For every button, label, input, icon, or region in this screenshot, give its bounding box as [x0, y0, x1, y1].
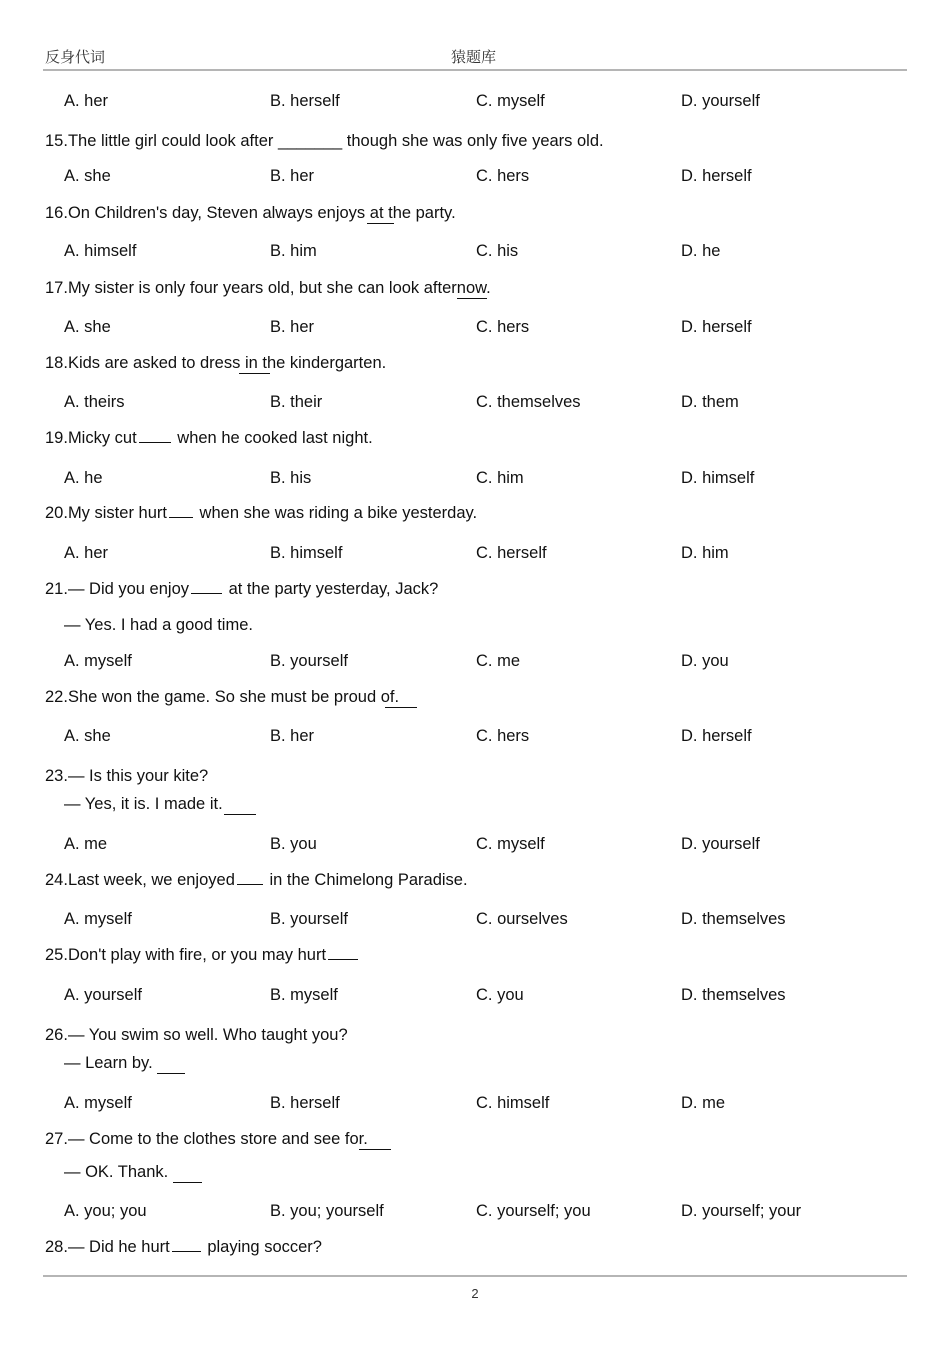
question-stem: [0, 1130, 950, 1154]
option-a[interactable]: A. me: [64, 835, 108, 853]
option-c[interactable]: C. his: [476, 242, 519, 260]
options-row: [0, 318, 950, 342]
option-d[interactable]: D. herself: [681, 167, 752, 185]
option-a[interactable]: A. myself: [64, 1094, 132, 1112]
options-row: [0, 167, 950, 191]
option-c[interactable]: C. him: [476, 469, 524, 487]
stem-text: when he cooked last night.: [172, 429, 373, 447]
footer-divider: [43, 1275, 907, 1277]
answer-blank: [385, 706, 417, 708]
option-a[interactable]: A. she: [64, 318, 111, 336]
options-row: [0, 835, 950, 859]
reply-text: — Learn by.: [64, 1054, 153, 1072]
option-b[interactable]: B. his: [270, 469, 312, 487]
question-stem: [0, 279, 950, 303]
answer-blank: [457, 297, 487, 299]
reply-text: — Yes. I had a good time.: [64, 616, 253, 634]
answer-blank: [173, 1181, 202, 1183]
option-a[interactable]: A. himself: [64, 242, 137, 260]
option-a[interactable]: A. theirs: [64, 393, 125, 411]
option-d[interactable]: D. him: [681, 544, 729, 562]
stem-text: Micky cut: [67, 429, 137, 447]
question-number: 16.: [45, 204, 68, 222]
stem-text: The little girl could look after: [67, 132, 278, 150]
options-row: [0, 242, 950, 266]
question-number: 17.: [45, 279, 68, 297]
answer-blank: [172, 1250, 201, 1252]
header-divider: [43, 69, 907, 71]
options-row: [0, 652, 950, 676]
options-row: [0, 1202, 950, 1226]
option-d[interactable]: D. themselves: [681, 986, 786, 1004]
option-d[interactable]: D. me: [681, 1094, 726, 1112]
options-row: [0, 393, 950, 417]
option-c[interactable]: C. ourselves: [476, 910, 568, 928]
question-stem: [0, 871, 950, 895]
option-b[interactable]: B. her: [270, 167, 315, 185]
question-number: 27.: [45, 1130, 68, 1148]
question-number: 15.: [45, 132, 68, 150]
question-stem: [0, 767, 950, 791]
option-a[interactable]: A. myself: [64, 910, 132, 928]
option-a[interactable]: A. she: [64, 167, 111, 185]
answer-blank: [191, 592, 222, 594]
option-b[interactable]: B. you; yourself: [270, 1202, 384, 1220]
option-d[interactable]: D. yourself; your: [681, 1202, 802, 1220]
option-d[interactable]: D. he: [681, 242, 721, 260]
answer-blank: [359, 1148, 391, 1150]
option-d[interactable]: D. herself: [681, 727, 752, 745]
reply-line: [0, 1054, 950, 1078]
header-brand: 猿题库: [451, 49, 497, 66]
stem-text: Kids are asked to dress in the kindergarten.: [67, 354, 387, 372]
question-stem: [0, 1238, 950, 1262]
page-number: 2: [471, 1286, 479, 1301]
question-stem: [0, 946, 950, 970]
answer-blank: [169, 516, 193, 518]
option-d[interactable]: D. herself: [681, 318, 752, 336]
option-d[interactable]: D. themselves: [681, 910, 786, 928]
question-number: 26.: [45, 1026, 68, 1044]
option-c[interactable]: C. myself: [476, 92, 545, 110]
question-number: 21.: [45, 580, 68, 598]
question-stem: [0, 504, 950, 528]
answer-blank: [224, 813, 256, 815]
question-stem: [0, 132, 950, 156]
option-b[interactable]: B. him: [270, 242, 317, 260]
option-c[interactable]: C. herself: [476, 544, 547, 562]
option-b[interactable]: B. her: [270, 318, 315, 336]
question-stem: [0, 354, 950, 378]
option-d[interactable]: D. yourself: [681, 92, 760, 110]
stem-text: My sister hurt: [67, 504, 167, 522]
option-b[interactable]: B. myself: [270, 986, 338, 1004]
stem-text: My sister is only four years old, but she can look afternow.: [67, 279, 491, 297]
stem-text: She won the game. So she must be proud of.: [67, 688, 400, 706]
option-c[interactable]: C. me: [476, 652, 521, 670]
question-number: 25.: [45, 946, 68, 964]
options-row: [0, 910, 950, 934]
question-stem: [0, 580, 950, 604]
answer-blank: [367, 222, 394, 224]
option-c[interactable]: C. themselves: [476, 393, 581, 411]
options-row: [0, 544, 950, 568]
stem-text: though she was only five years old.: [342, 132, 604, 150]
option-c[interactable]: C. myself: [476, 835, 545, 853]
stem-text: — Come to the clothes store and see for.: [67, 1130, 368, 1148]
reply-line: [0, 616, 950, 640]
reply-text: — Yes, it is. I made it.: [64, 795, 223, 813]
option-a[interactable]: A. you; you: [64, 1202, 147, 1220]
stem-text: Last week, we enjoyed: [67, 871, 235, 889]
option-b[interactable]: B. you: [270, 835, 317, 853]
answer-blank: [139, 441, 171, 443]
option-c[interactable]: C. you: [476, 986, 524, 1004]
question-number: 24.: [45, 871, 68, 889]
answer-blank: [157, 1072, 185, 1074]
option-d[interactable]: D. them: [681, 393, 739, 411]
option-b[interactable]: B. yourself: [270, 910, 348, 928]
stem-text: — You swim so well. Who taught you?: [67, 1026, 348, 1044]
question-stem: [0, 204, 950, 228]
stem-text: — Did he hurt: [67, 1238, 170, 1256]
options-row: [0, 986, 950, 1010]
option-d[interactable]: D. yourself: [681, 835, 760, 853]
option-c[interactable]: C. yourself; you: [476, 1202, 591, 1220]
option-c[interactable]: C. hers: [476, 318, 530, 336]
option-c[interactable]: C. hers: [476, 167, 530, 185]
option-c[interactable]: C. hers: [476, 727, 530, 745]
question-number: 28.: [45, 1238, 68, 1256]
option-a[interactable]: A. her: [64, 544, 109, 562]
stem-text: — Did you enjoy: [67, 580, 189, 598]
reply-line: [0, 795, 950, 819]
options-row: [0, 92, 950, 116]
stem-text: when she was riding a bike yesterday.: [194, 504, 478, 522]
answer-blank: [239, 372, 270, 374]
stem-text: at the party yesterday, Jack?: [224, 580, 439, 598]
option-d[interactable]: D. you: [681, 652, 729, 670]
question-stem: [0, 688, 950, 712]
question-number: 20.: [45, 504, 68, 522]
option-c[interactable]: C. himself: [476, 1094, 550, 1112]
option-d[interactable]: D. himself: [681, 469, 755, 487]
answer-blank: [328, 958, 358, 960]
blank-text: _______: [277, 132, 343, 150]
question-stem: [0, 1026, 950, 1050]
question-number: 19.: [45, 429, 68, 447]
header-section-title: 反身代词: [45, 49, 106, 66]
option-b[interactable]: B. yourself: [270, 652, 348, 670]
stem-text: playing soccer?: [202, 1238, 322, 1256]
question-stem: [0, 429, 950, 453]
stem-text: Don't play with fire, or you may hurt: [67, 946, 327, 964]
reply-line: [0, 1163, 950, 1187]
stem-text: On Children's day, Steven always enjoys at the party.: [67, 204, 456, 222]
stem-text: — Is this your kite?: [67, 767, 209, 785]
options-row: [0, 1094, 950, 1118]
reply-text: — OK. Thank.: [64, 1163, 169, 1181]
question-number: 23.: [45, 767, 68, 785]
option-b[interactable]: B. herself: [270, 1094, 340, 1112]
option-a[interactable]: A. her: [64, 92, 109, 110]
options-row: [0, 469, 950, 493]
stem-text: in the Chimelong Paradise.: [264, 871, 468, 889]
question-number: 22.: [45, 688, 68, 706]
option-b[interactable]: B. their: [270, 393, 323, 411]
option-a[interactable]: A. he: [64, 469, 103, 487]
question-number: 18.: [45, 354, 68, 372]
option-a[interactable]: A. yourself: [64, 986, 142, 1004]
option-a[interactable]: A. she: [64, 727, 111, 745]
option-b[interactable]: B. her: [270, 727, 315, 745]
answer-blank: [237, 883, 263, 885]
option-b[interactable]: B. himself: [270, 544, 343, 562]
option-a[interactable]: A. myself: [64, 652, 132, 670]
options-row: [0, 727, 950, 751]
option-b[interactable]: B. herself: [270, 92, 340, 110]
